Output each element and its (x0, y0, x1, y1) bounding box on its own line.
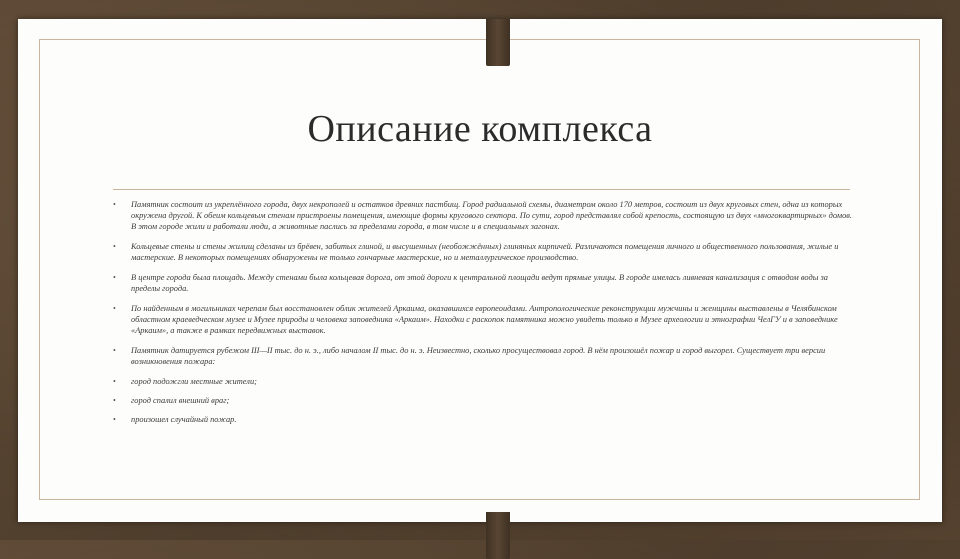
bullet-icon: • (113, 273, 116, 282)
bullet-list (113, 199, 858, 425)
bullet-icon: • (113, 242, 116, 251)
title-divider (113, 189, 850, 190)
top-decorative-tab (486, 19, 510, 66)
bullet-text: Кольцевые стены и стены жилищ сделаны из брёвен, забитых глиной, и высушенных (необожжённых) глиняных кирпичей. Различаются помещения личного и общественного пользования, жилые и мастерские. В некоторых помещениях обнаружены не только гончарные мастерские, но и металлургическое производство. (131, 242, 839, 262)
bottom-decorative-tab (486, 512, 510, 559)
bullet-item (113, 303, 858, 336)
bullet-icon: • (113, 200, 116, 209)
bullet-text: По найденным в могильниках черепам был восстановлен облик жителей Аркаима, оказавшихся европеоидами. Антропологические реконструкции мужчины и женщины выставлены в Челябинском областном краеведческом музее и Музее природы и человека заповедника «Аркаим». Находки с раскопок памятника можно увидеть только в Музее археологии и этнографии ЧелГУ и в заповеднике «Аркаим», а также в рамках передвижных выставок. (131, 304, 838, 335)
bullet-text: Памятник датируется рубежом III—II тыс. до н. э., либо началом II тыс. до н. э. Неизвестно, сколько просуществовал город. В нём произошёл пожар и город выгорел. Существует три версии возникновения пожара: (131, 346, 826, 366)
bullet-item (113, 345, 858, 367)
slide (18, 19, 942, 522)
bullet-text: В центре города была площадь. Между стенами была кольцевая дорога, от этой дороги к центральной площади ведут прямые улицы. В городе имелась ливневая канализация с отводом воды за пределы города. (131, 273, 828, 293)
bullet-text: город подожгли местные жители; (131, 377, 257, 386)
bullet-item (113, 272, 858, 294)
bullet-item (113, 395, 858, 406)
bullet-item (113, 199, 858, 232)
bullet-icon: • (113, 415, 116, 424)
bullet-text: Памятник состоит из укреплённого города, двух некрополей и остатков древних пастбищ. Город радиальной схемы, диаметром около 170 метров, состоит из двух круговых стен, одна из которых окружена другой. К обеим кольцевым стенам пристроены помещения, имеющие формы кругового сектора. По сути, город представлял собой крепость, состоящую из двух «многоквартирных» домов. В этом городе жили и работали люди, а животные паслись за пределами города, в том числе и в специальных загонах. (131, 200, 852, 231)
bullet-text: произошел случайный пожар. (131, 415, 237, 424)
bullet-icon: • (113, 396, 116, 405)
bullet-icon: • (113, 377, 116, 386)
bullet-icon: • (113, 304, 116, 313)
bullet-item (113, 241, 858, 263)
slide-title: Описание комплекса (307, 108, 653, 150)
bullet-item (113, 376, 858, 387)
bullet-text: город спалил внешний враг; (131, 396, 230, 405)
bullet-item (113, 414, 858, 425)
bullet-icon: • (113, 346, 116, 355)
